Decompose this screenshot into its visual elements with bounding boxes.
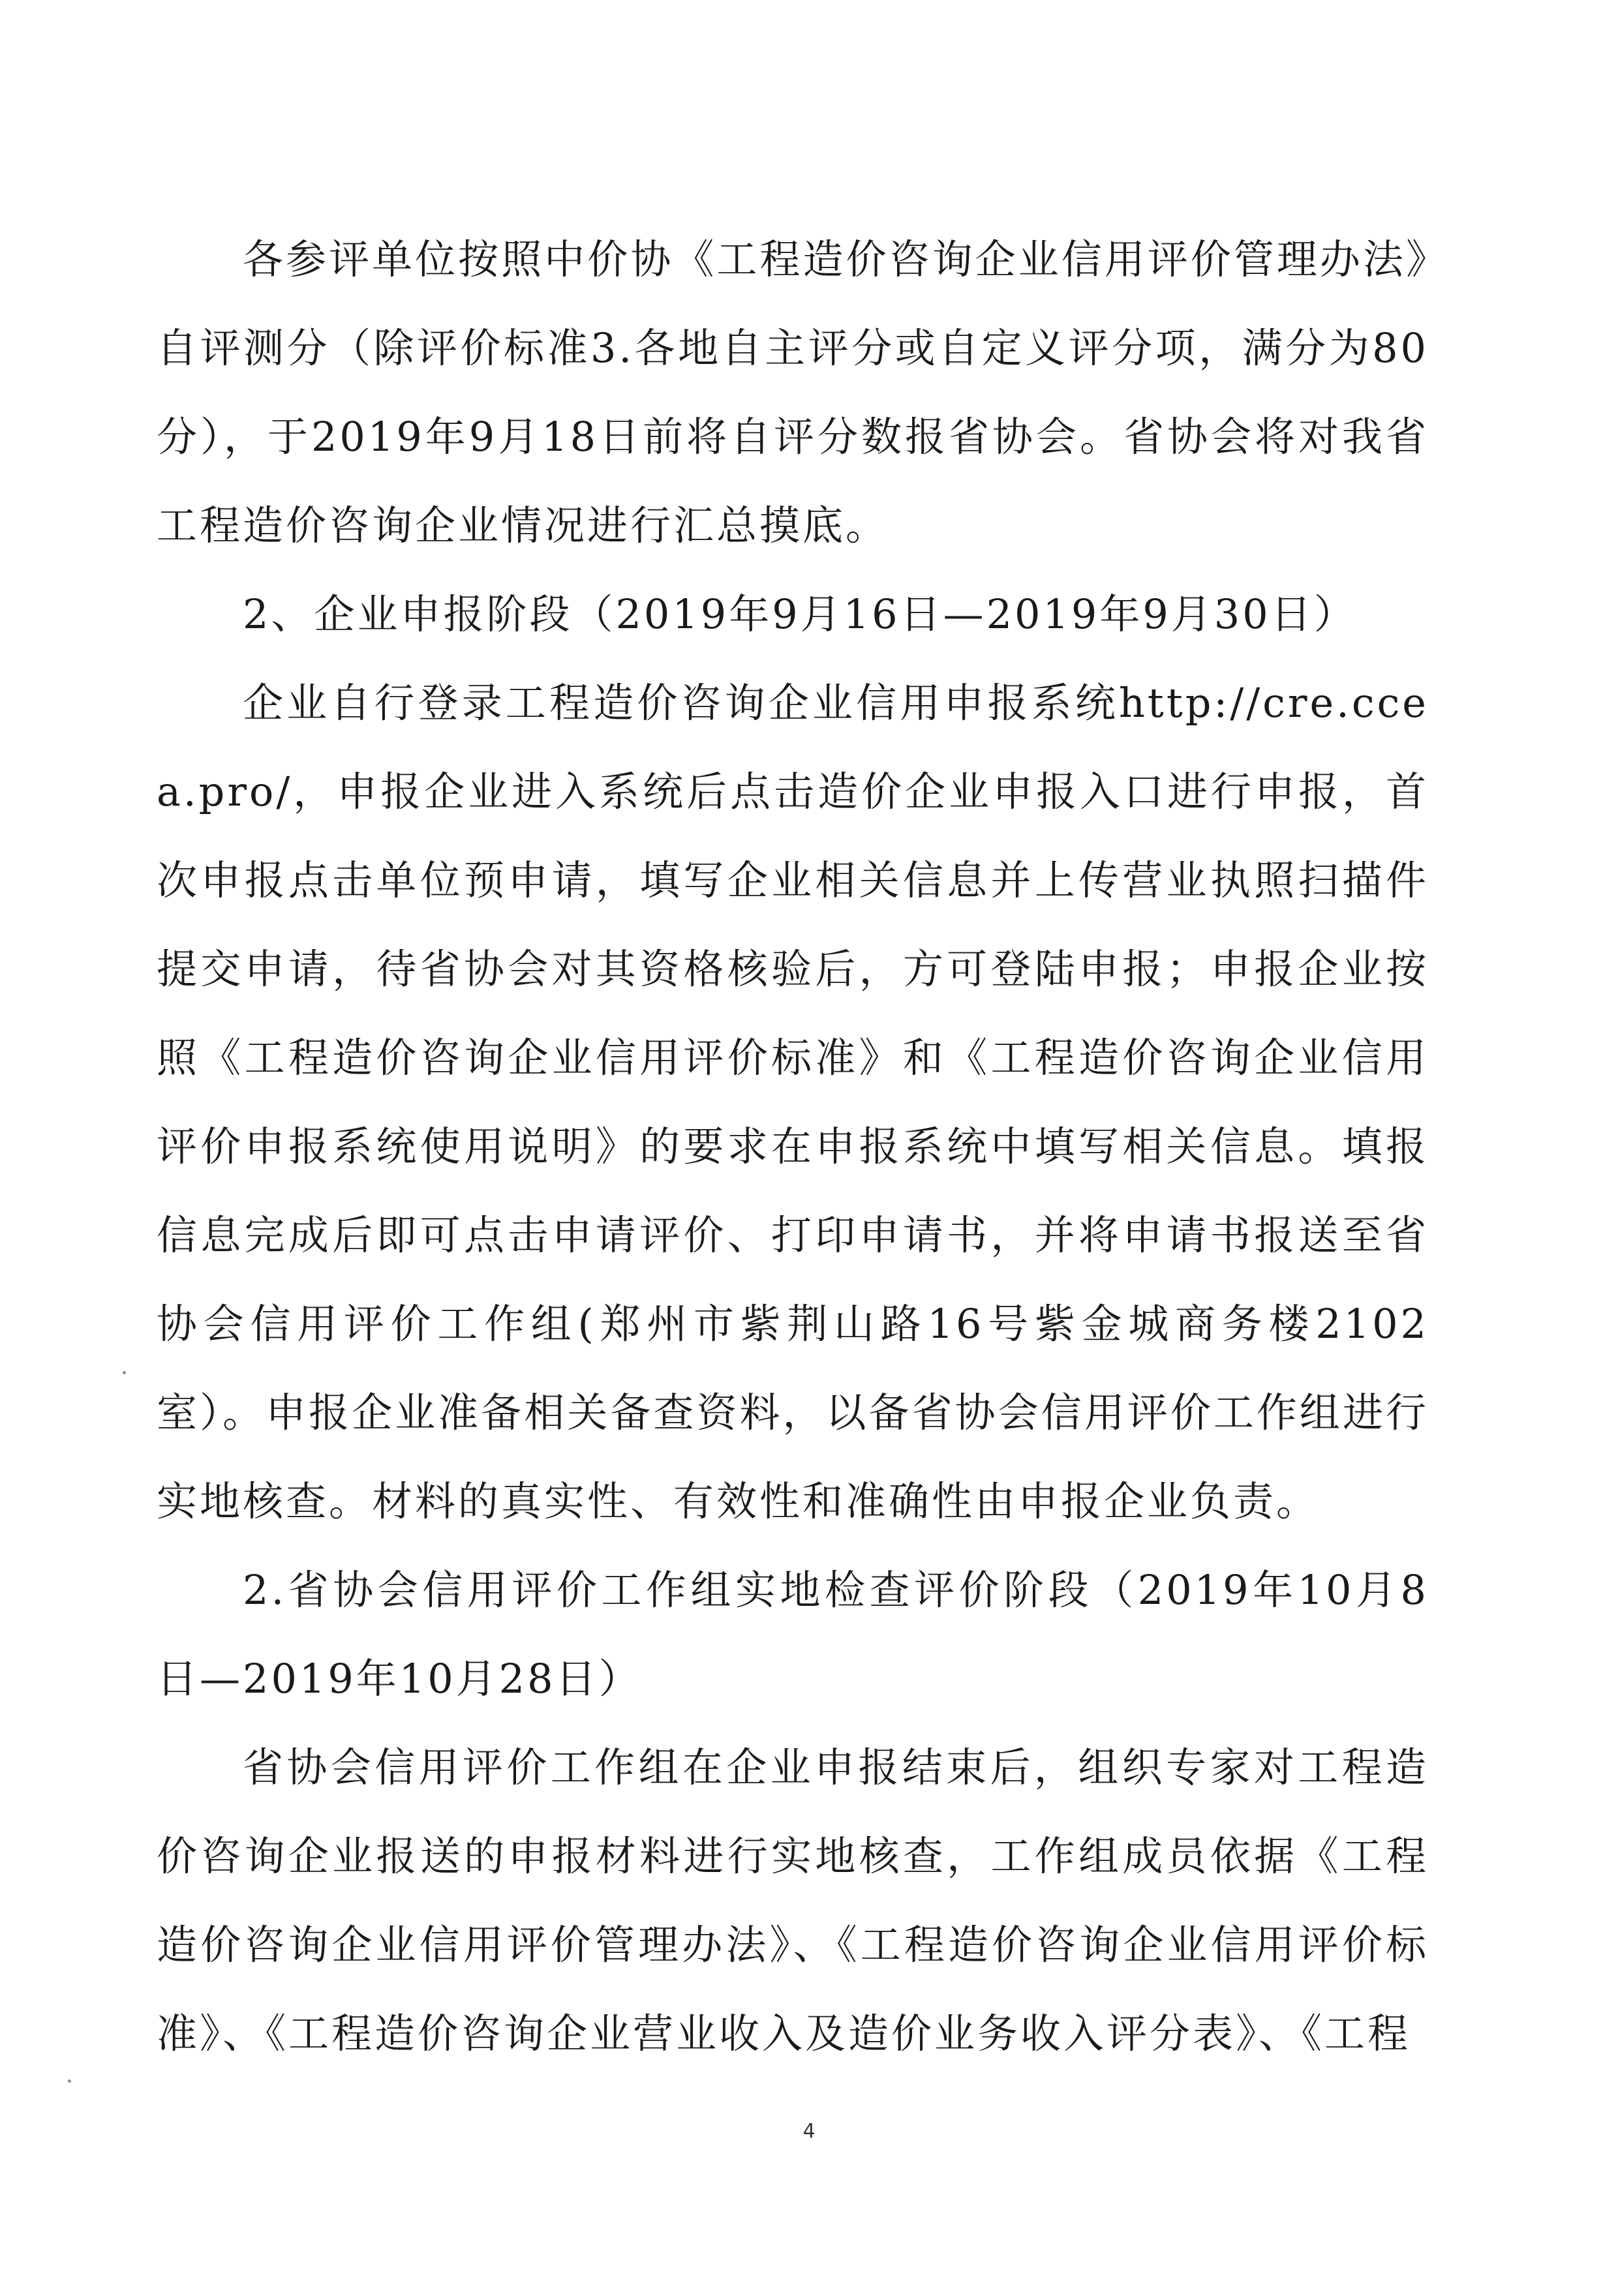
heading-enterprise-declaration-stage: 2、企业申报阶段（2019年9月16日—2019年9月30日） — [243, 590, 1357, 638]
paragraph-onsite-inspection: 省协会信用评价工作组在企业申报结束后，组织专家对工程造价咨询企业报送的申报材料进行实地核查，工作组成员依据《工程造价咨询企业信用评价管理办法》、《工程造价咨询企业信用评价标准》、《工程造价咨询企业营业收入及造价业务收入评分表》、《工程 — [157, 1744, 1429, 2057]
heading-onsite-inspection-stage: 2.省协会信用评价工作组实地检查评价阶段（2019年10月8日—2019年10月28日） — [157, 1566, 1429, 1702]
scan-speck — [123, 1371, 126, 1374]
page-number: 4 — [802, 2120, 816, 2143]
scan-speck — [68, 2079, 71, 2083]
document-body — [157, 215, 1429, 2078]
paragraph-enterprise-declaration: 企业自行登录工程造价咨询企业信用申报系统http://cre.ccea.pro/，申报企业进入系统后点击造价企业申报入口进行申报，首次申报点击单位预申请，填写企业相关信息并上传营业执照扫描件提交申请，待省协会对其资格核验后，方可登陆申报；申报企业按照《工程造价咨询企业信用评价标准》和《工程造价咨询企业信用评价申报系统使用说明》的要求在申报系统中填写相关信息。填报信息完成后即可点击申请评价、打印申请书，并将申请书报送至省协会信用评价工作组(郑州市紫荆山路16号紫金城商务楼2102室）。申报企业准备相关备查资料，以备省协会信用评价工作组进行实地核查。材料的真实性、有效性和准确性由申报企业负责。 — [157, 679, 1429, 1525]
paragraph-self-assessment: 各参评单位按照中价协《工程造价咨询企业信用评价管理办法》自评测分（除评价标准3.各地自主评分或自定义评分项，满分为80分），于2019年9月18日前将自评分数报省协会。省协会将对我省工程造价咨询企业情况进行汇总摸底。 — [157, 235, 1429, 549]
